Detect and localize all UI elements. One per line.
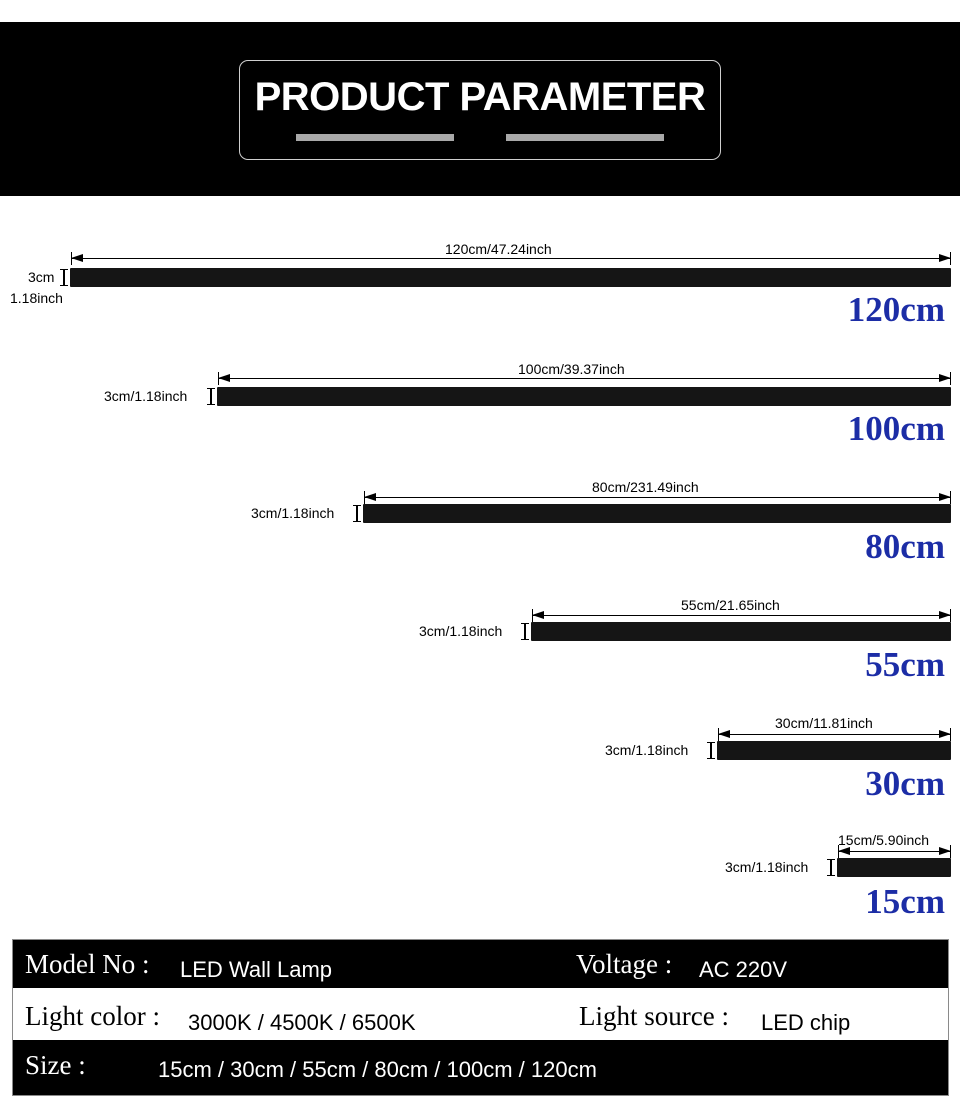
- model-key: Model No :: [25, 949, 150, 979]
- arrow-left-icon: [218, 374, 230, 382]
- voltage-value: AC 220V: [699, 957, 788, 982]
- size-label: 15cm: [865, 882, 945, 921]
- page-title: PRODUCT PARAMETER: [254, 75, 706, 119]
- lamp-bar: [531, 622, 951, 641]
- height-label: 3cm/1.18inch: [725, 859, 809, 875]
- length-label: 55cm/21.65inch: [681, 597, 780, 613]
- size-label: 100cm: [847, 409, 945, 448]
- size-label: 55cm: [865, 645, 945, 684]
- arrow-left-icon: [532, 611, 544, 619]
- length-dimension-line: [71, 258, 951, 259]
- height-bracket-icon: [353, 505, 361, 522]
- spec-row-light: [13, 988, 948, 1040]
- length-dimension-line: [718, 734, 951, 735]
- light-source-value: LED chip: [761, 1010, 851, 1035]
- size-label: 30cm: [865, 764, 945, 803]
- length-label: 100cm/39.37inch: [518, 361, 625, 377]
- spec-table: [12, 939, 949, 1096]
- height-label: 3cm/1.18inch: [104, 388, 188, 404]
- lamp-bar: [717, 741, 951, 760]
- height-bracket-icon: [521, 623, 529, 640]
- height-bracket-icon: [207, 388, 215, 405]
- arrow-right-icon: [939, 493, 951, 501]
- light-color-value: 3000K / 4500K / 6500K: [188, 1010, 416, 1035]
- arrow-left-icon: [364, 493, 376, 501]
- height-label: 3cm/1.18inch: [251, 505, 335, 521]
- length-dimension-line: [218, 378, 951, 379]
- height-label: 3cm/1.18inch: [419, 623, 503, 639]
- size-key: Size :: [25, 1050, 86, 1080]
- length-dimension-line: [364, 497, 951, 498]
- spec-row-model: [13, 940, 948, 988]
- lamp-bar: [217, 387, 951, 406]
- height-bracket-icon: [707, 742, 715, 759]
- length-dimension-line: [532, 615, 951, 616]
- spec-row-size: [13, 1040, 948, 1095]
- lamp-bar: [70, 268, 951, 287]
- length-label: 120cm/47.24inch: [445, 241, 552, 257]
- arrow-right-icon: [939, 611, 951, 619]
- arrow-left-icon: [838, 847, 850, 855]
- height-label: 3cm/1.18inch: [605, 742, 689, 758]
- size-value: 15cm / 30cm / 55cm / 80cm / 100cm / 120cm: [158, 1057, 597, 1082]
- size-label: 80cm: [865, 527, 945, 566]
- lamp-bar: [837, 858, 951, 877]
- length-dimension-line: [838, 851, 951, 852]
- voltage-key: Voltage :: [576, 949, 673, 979]
- arrow-left-icon: [718, 730, 730, 738]
- arrow-right-icon: [939, 730, 951, 738]
- arrow-right-icon: [939, 374, 951, 382]
- arrow-left-icon: [71, 254, 83, 262]
- model-value: LED Wall Lamp: [180, 957, 333, 982]
- light-color-key: Light color :: [25, 1001, 160, 1031]
- light-source-key: Light source :: [579, 1001, 729, 1031]
- height-bracket-icon: [60, 269, 68, 286]
- height-label-inch: 1.18inch: [10, 290, 63, 306]
- arrow-right-icon: [939, 847, 951, 855]
- length-label: 15cm/5.90inch: [838, 832, 930, 848]
- length-label: 30cm/11.81inch: [775, 715, 873, 731]
- height-label: 3cm: [28, 269, 55, 285]
- lamp-bar: [363, 504, 951, 523]
- height-bracket-icon: [827, 859, 835, 876]
- arrow-right-icon: [939, 254, 951, 262]
- size-label: 120cm: [847, 290, 945, 329]
- length-label: 80cm/231.49inch: [592, 479, 699, 495]
